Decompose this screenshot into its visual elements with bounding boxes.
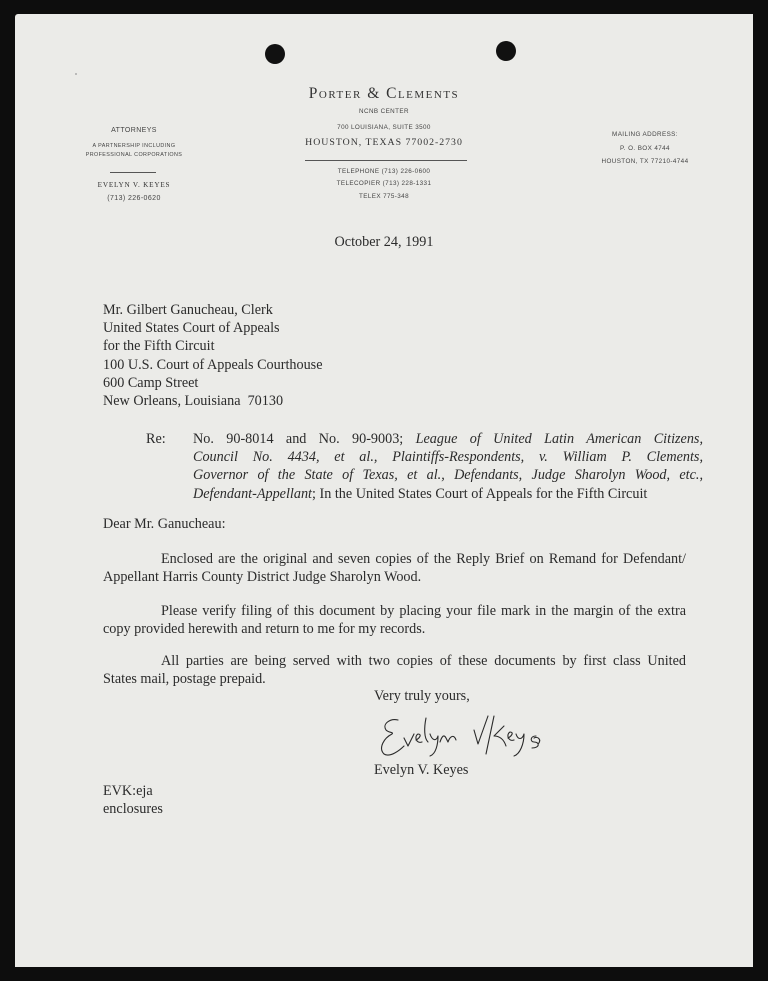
reference-initials: EVK:eja [103,783,153,799]
firm-city: HOUSTON, TEXAS 77002-2730 [305,137,463,148]
handwritten-signature [370,710,570,762]
closing: Very truly yours, [374,688,470,704]
partnership-line: A PARTNERSHIP INCLUDING [92,143,176,149]
body-paragraph [103,602,686,638]
re-line [193,466,703,484]
paragraph-line: Appellant Harris County District Judge Sharolyn Wood. [103,569,422,586]
paragraph-line: copy provided herewith and return to me for my records. [103,621,426,638]
recipient-line: 100 U.S. Court of Appeals Courthouse [103,356,323,373]
mailing-po-box: P. O. BOX 4744 [620,145,670,152]
recipient-line: 600 Camp Street [103,374,199,391]
firm-building: NCNB CENTER [359,108,409,115]
recipient-line: for the Fifth Circuit [103,338,215,355]
body-paragraph [103,652,686,688]
hole-punch-right [496,41,516,61]
hole-punch-left [265,44,285,64]
re-label: Re: [146,431,166,447]
court-name: ; In the United States Court of Appeals for the Fifth Circuit [312,485,648,502]
corporations-line: PROFESSIONAL CORPORATIONS [85,152,183,158]
mailing-city: HOUSTON, TX 77210-4744 [601,158,689,165]
signer-name: Evelyn V. Keyes [374,762,469,778]
reference-initials-block [103,782,163,818]
firm-street: 700 LOUISIANA, SUITE 3500 [337,124,431,131]
paragraph-line: Enclosed are the original and seven copies of the Reply Brief on Remand for Defendant/ [161,551,686,567]
case-caption: Council No. 4434, et al., Plaintiffs-Respondents, v. William P. Clements, [193,449,703,466]
paper-speck [75,73,77,75]
re-line [193,430,703,448]
paragraph-line: States mail, postage prepaid. [103,671,266,688]
firm-telecopier: TELECOPIER (713) 228-1331 [336,180,432,187]
letterhead-divider [305,160,467,161]
mailing-address-label: MAILING ADDRESS: [612,131,678,138]
firm-name: Porter & Clements [308,85,460,102]
body-paragraph [103,550,686,586]
recipient-line: New Orleans, Louisiana 70130 [103,393,284,410]
case-caption: League of United Latin American Citizens, [415,431,703,447]
attorney-phone: (713) 226-0620 [107,195,161,202]
recipient-address [103,301,323,410]
re-line [193,448,703,466]
case-caption: Defendant-Appellant [193,485,312,502]
left-divider [110,172,156,173]
re-text [193,430,703,503]
letter-page [15,14,753,967]
re-line [193,485,703,503]
case-numbers: No. 90-8014 and No. 90-9003; [193,431,416,447]
paragraph-line: All parties are being served with two copies of these documents by first class United [161,653,686,669]
attorney-name: EVELYN V. KEYES [97,181,171,189]
paragraph-line: Please verify filing of this document by placing your file mark in the margin of the extra [161,603,686,619]
salutation: Dear Mr. Ganucheau: [103,516,226,532]
letter-date: October 24, 1991 [334,234,434,250]
recipient-line: United States Court of Appeals [103,320,280,337]
recipient-line: Mr. Gilbert Ganucheau, Clerk [103,302,273,318]
enclosures-note: enclosures [103,801,163,818]
firm-telephone: TELEPHONE (713) 226-0600 [337,168,431,175]
attorneys-title: ATTORNEYS [111,127,157,134]
case-caption: Governor of the State of Texas, et al., Defendants, Judge Sharolyn Wood, etc., [193,467,703,484]
firm-telex: TELEX 775-348 [358,193,409,200]
